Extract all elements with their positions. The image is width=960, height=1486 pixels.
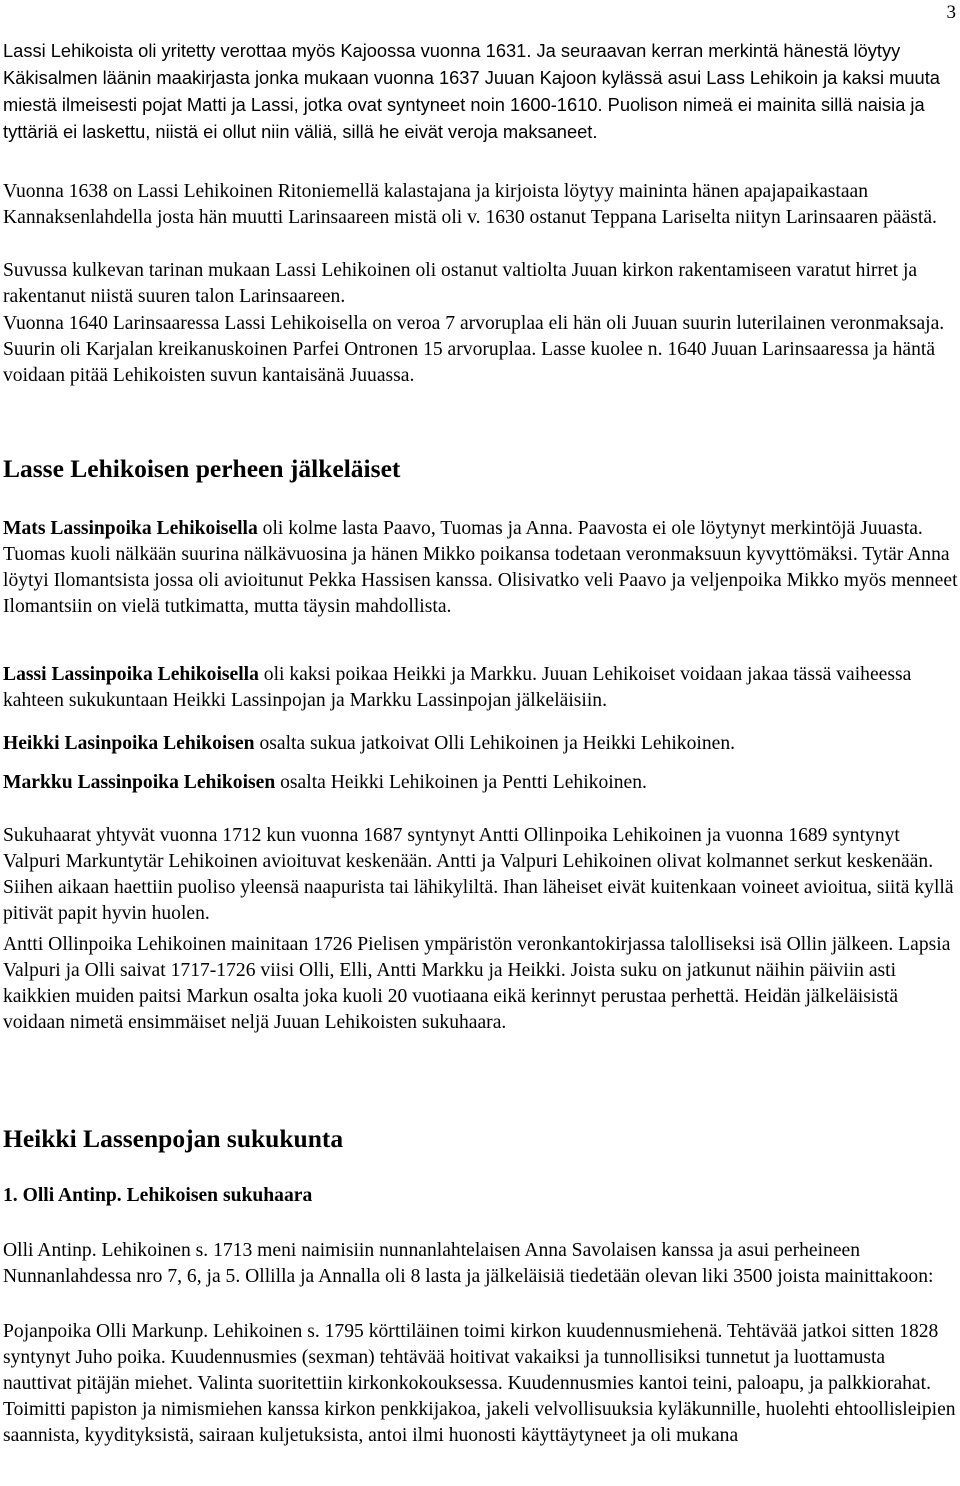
name-heikki: Heikki Lasinpoika Lehikoisen: [3, 733, 255, 754]
intro-sans-text: Lassi Lehikoista oli yritetty verottaa myös Kajoossa vuonna 1631. Ja seuraavan kerran merkintä hänestä löytyy Käkisalmen läänin maakirjasta jonka mukaan vuonna 1637 Juuan Kajoon kylässä asui Lass Lehikoin ja kaksi muuta miestä ilmeisesti pojat Matti ja Lassi, jotka ovat syntyneet noin 1600-1610.: [3, 40, 940, 115]
paragraph-markku: Markku Lassinpoika Lehikoisen osalta Heikki Lehikoinen ja Pentti Lehikoinen.: [3, 772, 647, 793]
intro-sans-text-2: Puolison nimeä ei mainita sillä naisia ja tyttäriä ei laskettu, niistä ei ollut niin väliä, sillä he eivät veroja maksaneet.: [3, 94, 925, 142]
section-heading-heikki: Heikki Lassenpojan sukukunta: [3, 1124, 344, 1153]
paragraph-antti: Antti Ollinpoika Lehikoinen mainitaan 1726 Pielisen ympäristön veronkantokirjassa talolliseksi isä Ollin jälkeen. Lapsia Valpuri ja Olli saivat 1717-1726 viisi Olli, Elli, Antti Markku ja Heikki. Joista suku on jatkunut näihin päiviin asti kaikkien muiden paitsi Markun osalta joka kuoli 20 vuotiaana eikä kerinnyt perustaa perhettä. Heidän jälkeläisistä voidaan nimetä ensimmäiset neljä Juuan Lehikoisten sukuhaara.: [3, 934, 951, 1033]
page-number: 3: [946, 2, 956, 23]
intro-paragraph-2: Vuonna 1638 on Lassi Lehikoinen Ritoniemellä kalastajana ja kirjoista löytyy maininta hänen apajapaikastaan Kannaksenlahdella josta hän muutti Larinsaareen mistä oli v. 1630 ostanut Teppana Lariselta niityn Larinsaaren päästä.: [3, 181, 937, 228]
name-lassi: Lassi Lassinpoika Lehikoisella: [3, 664, 259, 685]
intro-paragraph-1: [3, 38, 958, 146]
paragraph-mats: Mats Lassinpoika Lehikoisella oli kolme lasta Paavo, Tuomas ja Anna. Paavosta ei ole löytynyt merkintöjä Juuasta. Tuomas kuoli nälkään suurina nälkävuosina ja hänen Mikko poikansa todetaan veronmaksuun kyvyttömäksi. Tytär Anna löytyi Ilomantsista jossa oli avioitunut Pekka Hassisen kanssa. Olisivatko veli Paavo ja veljenpoika Mikko myös menneet Ilomantsiin on vielä tutkimatta, mutta täysin mahdollista.: [3, 518, 958, 617]
paragraph-pojanpoika: Pojanpoika Olli Markunp. Lehikoinen s. 1795 körttiläinen toimi kirkon kuudennusmiehenä. Tehtävää jatkoi sitten 1828 syntynyt Juho poika. Kuudennusmies (sexman) tehtävää hoitivat vakaiksi ja tunnollisiksi tunnetut ja luottamusta nauttivat pitäjän miehet. Valinta suoritettiin kirkonkokouksessa. Kuudennusmies kantoi teini, paloapu, ja palkkiorahat. Toimitti papiston ja nimismiehen kanssa kirkon penkkijakoa, jakeli velvollisuuksia kyläkunnille, huolehti ehtoollisleipien saannista, kyydityksistä, sairaan kuljetuksista, antoi ilmi huonosti käyttäytyneet ja oli mukana: [3, 1321, 956, 1446]
paragraph-olli: Olli Antinp. Lehikoinen s. 1713 meni naimisiin nunnanlahtelaisen Anna Savolaisen kanssa ja asui perheineen Nunnanlahdessa nro 7, 6, ja 5. Ollilla ja Annalla oli 8 lasta ja jälkeläisiä tiedetään olevan liki 3500 joista mainittakoon:: [3, 1240, 934, 1287]
paragraph-heikki: Heikki Lasinpoika Lehikoisen osalta sukua jatkoivat Olli Lehikoinen ja Heikki Lehikoinen.: [3, 733, 736, 754]
intro-paragraph-4: Vuonna 1640 Larinsaaressa Lassi Lehikoisella on veroa 7 arvoruplaa eli hän oli Juuan suurin luterilainen veronmaksaja. Suurin oli Karjalan kreikanuskoinen Parfei Ontronen 15 arvoruplaa. Lasse kuolee n. 1640 Juuan Larinsaaressa ja häntä voidaan pitää Lehikoisten suvun kantaisänä Juuassa.: [3, 313, 945, 386]
paragraph-sukuhaarat: Sukuhaarat yhtyvät vuonna 1712 kun vuonna 1687 syntynyt Antti Ollinpoika Lehikoinen ja vuonna 1689 syntynyt Valpuri Markuntytär Lehikoinen avioituvat keskenään. Antti ja Valpuri Lehikoinen olivat kolmannet serkut keskenään. Siihen aikaan haettiin puoliso yleensä naapurista tai lähikyliltä. Ihan läheiset eivät kuitenkaan voineet avioitua, siitä kyllä pitivät papit hyvin huolen.: [3, 825, 954, 924]
name-markku: Markku Lassinpoika Lehikoisen: [3, 772, 276, 793]
subheading-olli: 1. Olli Antinp. Lehikoisen sukuhaara: [3, 1185, 313, 1206]
intro-paragraph-3: Suvussa kulkevan tarinan mukaan Lassi Lehikoinen oli ostanut valtiolta Juuan kirkon rakentamiseen varatut hirret ja rakentanut niistä suuren talon Larinsaareen.: [3, 260, 918, 307]
section-heading-descendants: Lasse Lehikoisen perheen jälkeläiset: [3, 454, 401, 483]
name-mats: Mats Lassinpoika Lehikoisella: [3, 518, 258, 539]
paragraph-lassi: Lassi Lassinpoika Lehikoisella oli kaksi poikaa Heikki ja Markku. Juuan Lehikoiset voidaan jakaa tässä vaiheessa kahteen sukukuntaan Heikki Lassinpojan ja Markku Lassinpojan jälkeläisiin.: [3, 664, 912, 711]
